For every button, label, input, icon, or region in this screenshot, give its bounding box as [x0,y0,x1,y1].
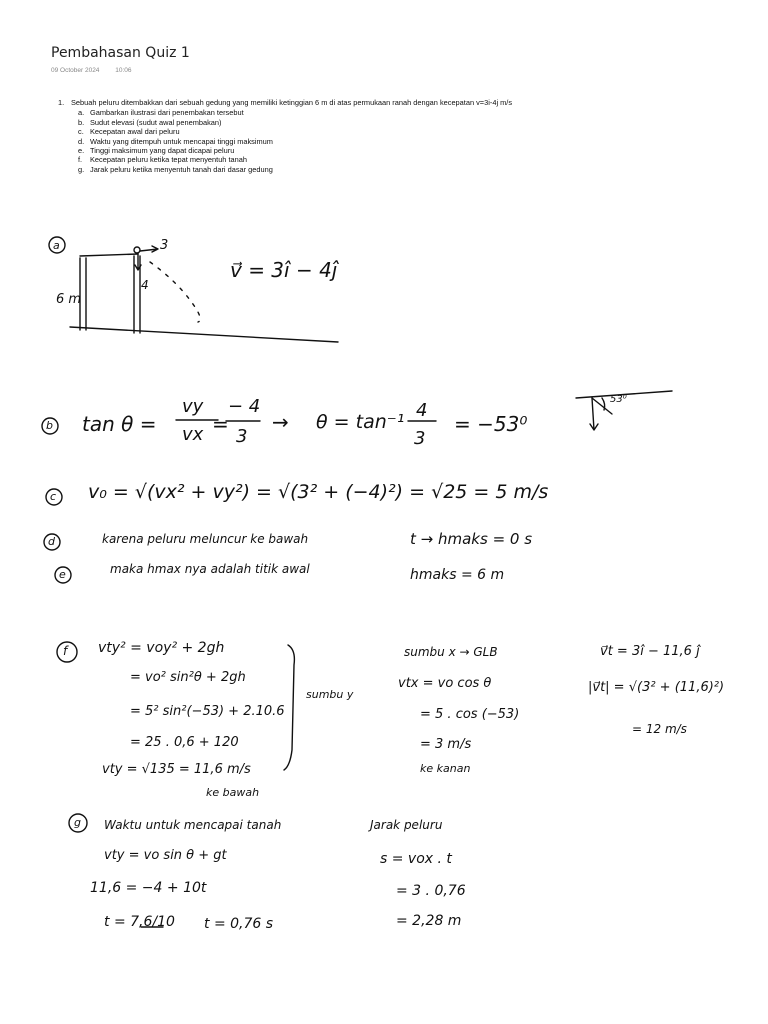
item-mark: f. [78,155,83,165]
brace-label: sumbu y [306,688,354,701]
g-right-line-3: = 2,28 m [396,913,462,929]
angle-result: = −53⁰ [454,412,528,436]
x-line-3: = 5 . cos (−53) [420,707,520,722]
item-text: Kecepatan awal dari peluru [90,127,180,137]
item-mark: c. [78,127,84,137]
initial-speed-eq: v₀ = √(vx² + vy²) = √(3² + (−4)²) = √25 = 5 m/s [88,481,549,503]
label-b: b [46,419,53,432]
angle-sketch-arc [602,398,605,410]
label-f: f [63,644,68,658]
item-mark: e. [78,146,85,156]
arrow: → [272,410,289,434]
vx-arrow [140,246,158,252]
g-line-4: t = 0,76 s [204,916,274,932]
g-line-3: t = 7,6/10 [104,914,175,930]
page-time: 10:06 [115,67,132,74]
inverse-tan: θ = tan⁻¹ [316,411,405,433]
label-c: c [50,490,57,503]
vy-numerator: vy [182,396,204,417]
page-date: 09 October 2024 [51,67,100,74]
item-mark: a. [78,108,85,118]
item-mark: g. [78,164,85,174]
item-mark: d. [78,136,85,146]
x-line-4: = 3 m/s [420,737,472,752]
label-d: d [48,535,55,548]
x-line-5: ke kanan [420,762,471,775]
equals-sign: = [212,412,229,436]
vt-line-3: = 12 m/s [632,722,687,736]
item-text: Tinggi maksimum yang dapat dicapai peluru [90,146,235,156]
vx-denominator: vx [182,424,204,445]
page-title: Pembahasan Quiz 1 [51,45,190,61]
question-number: 1. [58,98,65,107]
item-mark: b. [78,117,85,127]
angle-sketch-direction [592,398,612,414]
item-text: Sudut elevasi (sudut awal penembakan) [90,117,222,127]
ground-line [70,327,338,342]
d-text: karena peluru meluncur ke bawah [102,532,309,546]
label-g: g [74,816,81,829]
angle-sketch-down-arrow [590,398,598,430]
vt-line-1: v⃗t = 3î − 11,6 ĵ [600,644,700,659]
angle-sketch-label: 53⁰ [610,394,627,405]
g-right-line-2: = 3 . 0,76 [396,883,466,899]
vx-label: 3 [160,238,169,253]
e-result: hmaks = 6 m [410,567,505,583]
label-a: a [53,239,60,252]
question-text: Sebuah peluru ditembakkan dari sebuah gedung yang memiliki ketinggian 6 m di atas permukaan ranah dengan kecepatan v=3i-4j m/s [71,98,513,107]
minus-four: − 4 [228,396,261,417]
f-line-1: vty² = voy² + 2gh [98,640,225,656]
three-2: 3 [414,428,426,449]
item-text: Kecepatan peluru ketika tepat menyentuh tanah [90,155,247,165]
trajectory-path [150,262,200,322]
item-text: Gambarkan ilustrasi dari penembakan tersebut [90,108,244,118]
f-line-6: ke bawah [206,786,260,799]
vt-line-2: |v⃗t| = √(3² + (11,6)²) [588,680,725,695]
g-line-1: vty = vo sin θ + gt [104,848,227,863]
g-line-2: 11,6 = −4 + 10t [90,880,207,896]
three: 3 [236,426,248,447]
f-line-2: = vo² sin²θ + 2gh [130,670,246,685]
building-roof [80,254,138,256]
g-right-line-1: s = vox . t [380,851,452,867]
velocity-vector: v⃗ = 3î − 4ĵ [230,258,338,282]
vy-label: 4 [141,278,149,292]
projectile-point [134,247,140,253]
g-title: Waktu untuk mencapai tanah [104,818,282,832]
d-result: t → hmaks = 0 s [410,530,533,548]
x-line-2: vtx = vo cos θ [398,676,492,691]
brace [284,645,294,770]
item-text: Jarak peluru ketika menyentuh tanah dari dasar gedung [90,164,273,174]
f-line-4: = 25 . 0,6 + 120 [130,735,239,750]
x-line-1: sumbu x → GLB [404,645,498,659]
height-label: 6 m [56,292,82,307]
item-text: Waktu yang ditempuh untuk mencapai tinggi maksimum [90,136,273,146]
f-line-5: vty = √135 = 11,6 m/s [102,762,251,777]
e-text: maka hmax nya adalah titik awal [110,562,310,576]
f-line-3: = 5² sin²(−53) + 2.10.6 [130,704,285,719]
label-e: e [59,568,66,581]
g-right-title: Jarak peluru [370,818,443,832]
four: 4 [416,400,428,421]
tan-theta: tan θ = [82,412,157,436]
